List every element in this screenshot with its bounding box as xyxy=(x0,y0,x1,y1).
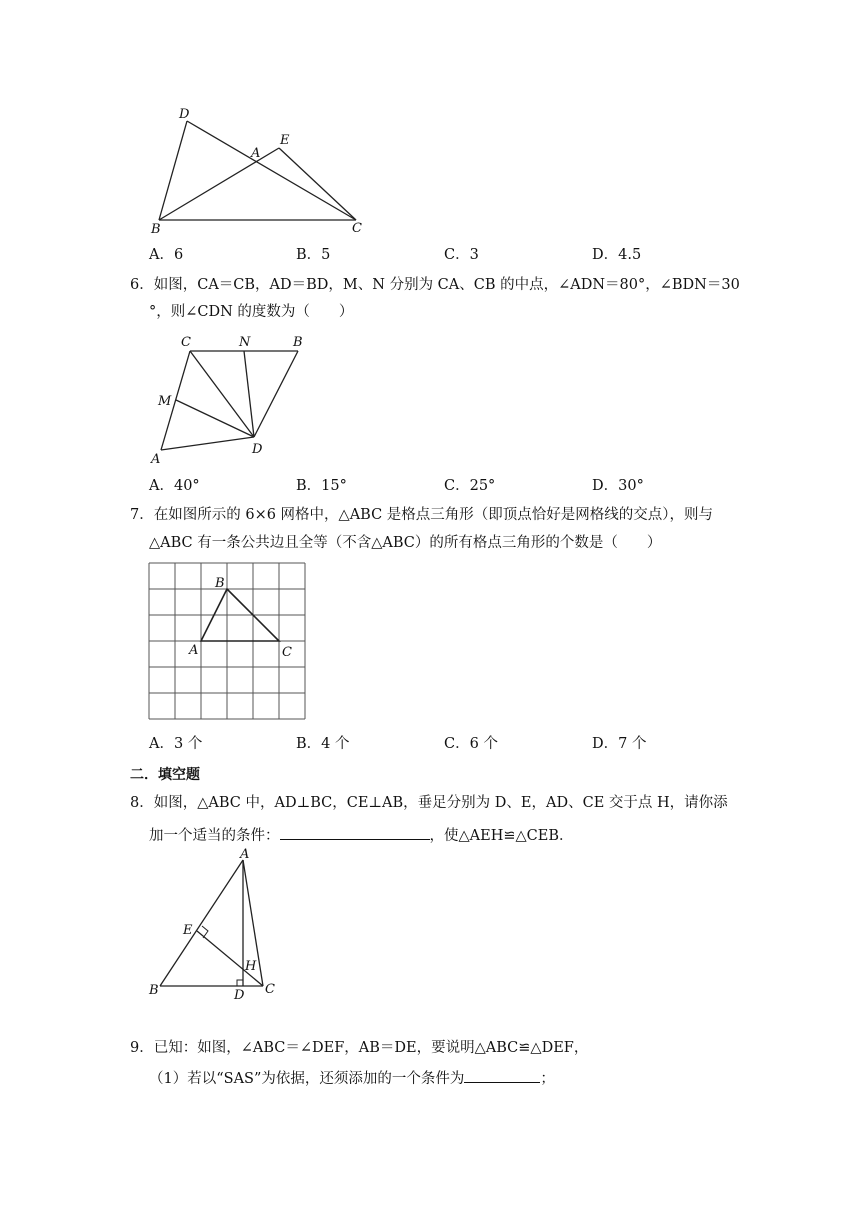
q6-option-a[interactable]: A．40° xyxy=(149,478,200,494)
q8-label-A: A xyxy=(240,847,250,862)
q7-stem-line2: △ABC 有一条公共边且全等（不含△ABC）的所有格点三角形的个数是（ ） xyxy=(149,535,662,551)
q5-label-E: E xyxy=(280,133,290,148)
q8-stem-line2: 加一个适当的条件： ，使△AEH≌△CEB． xyxy=(149,825,574,846)
q6-stem-line1: 6．如图，CA＝CB，AD＝BD，M、N 分别为 CA、CB 的中点，∠ADN＝80°，∠BDN＝30 xyxy=(130,277,740,293)
q7-stem-line1: 7．在如图所示的 6×6 网格中，△ABC 是格点三角形（即顶点恰好是网格线的交点），则与 xyxy=(130,507,714,523)
q7-label-C: C xyxy=(282,645,292,660)
q5-label-A: A xyxy=(251,146,261,161)
q5-label-B: B xyxy=(151,222,161,237)
q8-stem-line1: 8．如图，△ABC 中，AD⊥BC，CE⊥AB，垂足分别为 D、E，AD、CE 交于点 H，请你添 xyxy=(130,795,728,811)
q7-label-A: A xyxy=(189,643,199,658)
q5-label-C: C xyxy=(352,221,362,236)
q8-label-C: C xyxy=(265,982,275,997)
q8-label-B: B xyxy=(149,983,159,998)
q8-label-E: E xyxy=(183,923,193,938)
q7-option-a[interactable]: A．3 个 xyxy=(149,736,203,752)
q6-label-B: B xyxy=(293,335,303,350)
q8-label-D: D xyxy=(234,988,245,1003)
q9-stem-line1: 9．已知：如图，∠ABC＝∠DEF，AB＝DE，要说明△ABC≌△DEF， xyxy=(130,1040,589,1056)
q6-option-d[interactable]: D．30° xyxy=(592,478,644,494)
q6-label-N: N xyxy=(239,335,251,350)
q5-label-D: D xyxy=(179,107,190,122)
q6-stem-line2: °，则∠CDN 的度数为（ ） xyxy=(149,304,354,320)
q9-subquestion-1: （1）若以“SAS”为依据，还须添加的一个条件为 ； xyxy=(149,1068,555,1089)
q5-option-d[interactable]: D．4.5 xyxy=(592,247,642,263)
q5-option-c[interactable]: C．3 xyxy=(444,247,479,263)
q6-option-b[interactable]: B．15° xyxy=(296,478,347,494)
q5-option-b[interactable]: B．5 xyxy=(296,247,331,263)
section-title-fill-in: 二．填空题 xyxy=(130,767,200,783)
q6-label-M: M xyxy=(158,394,172,409)
q5-option-a[interactable]: A．6 xyxy=(149,247,184,263)
q9-answer-blank-1[interactable] xyxy=(464,1068,540,1083)
q7-option-d[interactable]: D．7 个 xyxy=(592,736,647,752)
q7-option-b[interactable]: B．4 个 xyxy=(296,736,350,752)
q6-label-A: A xyxy=(151,452,161,467)
q6-label-C: C xyxy=(181,335,191,350)
q7-label-B: B xyxy=(215,576,225,591)
q7-option-c[interactable]: C．6 个 xyxy=(444,736,498,752)
q6-option-c[interactable]: C．25° xyxy=(444,478,496,494)
q8-label-H: H xyxy=(245,959,257,974)
q6-label-D: D xyxy=(252,442,263,457)
